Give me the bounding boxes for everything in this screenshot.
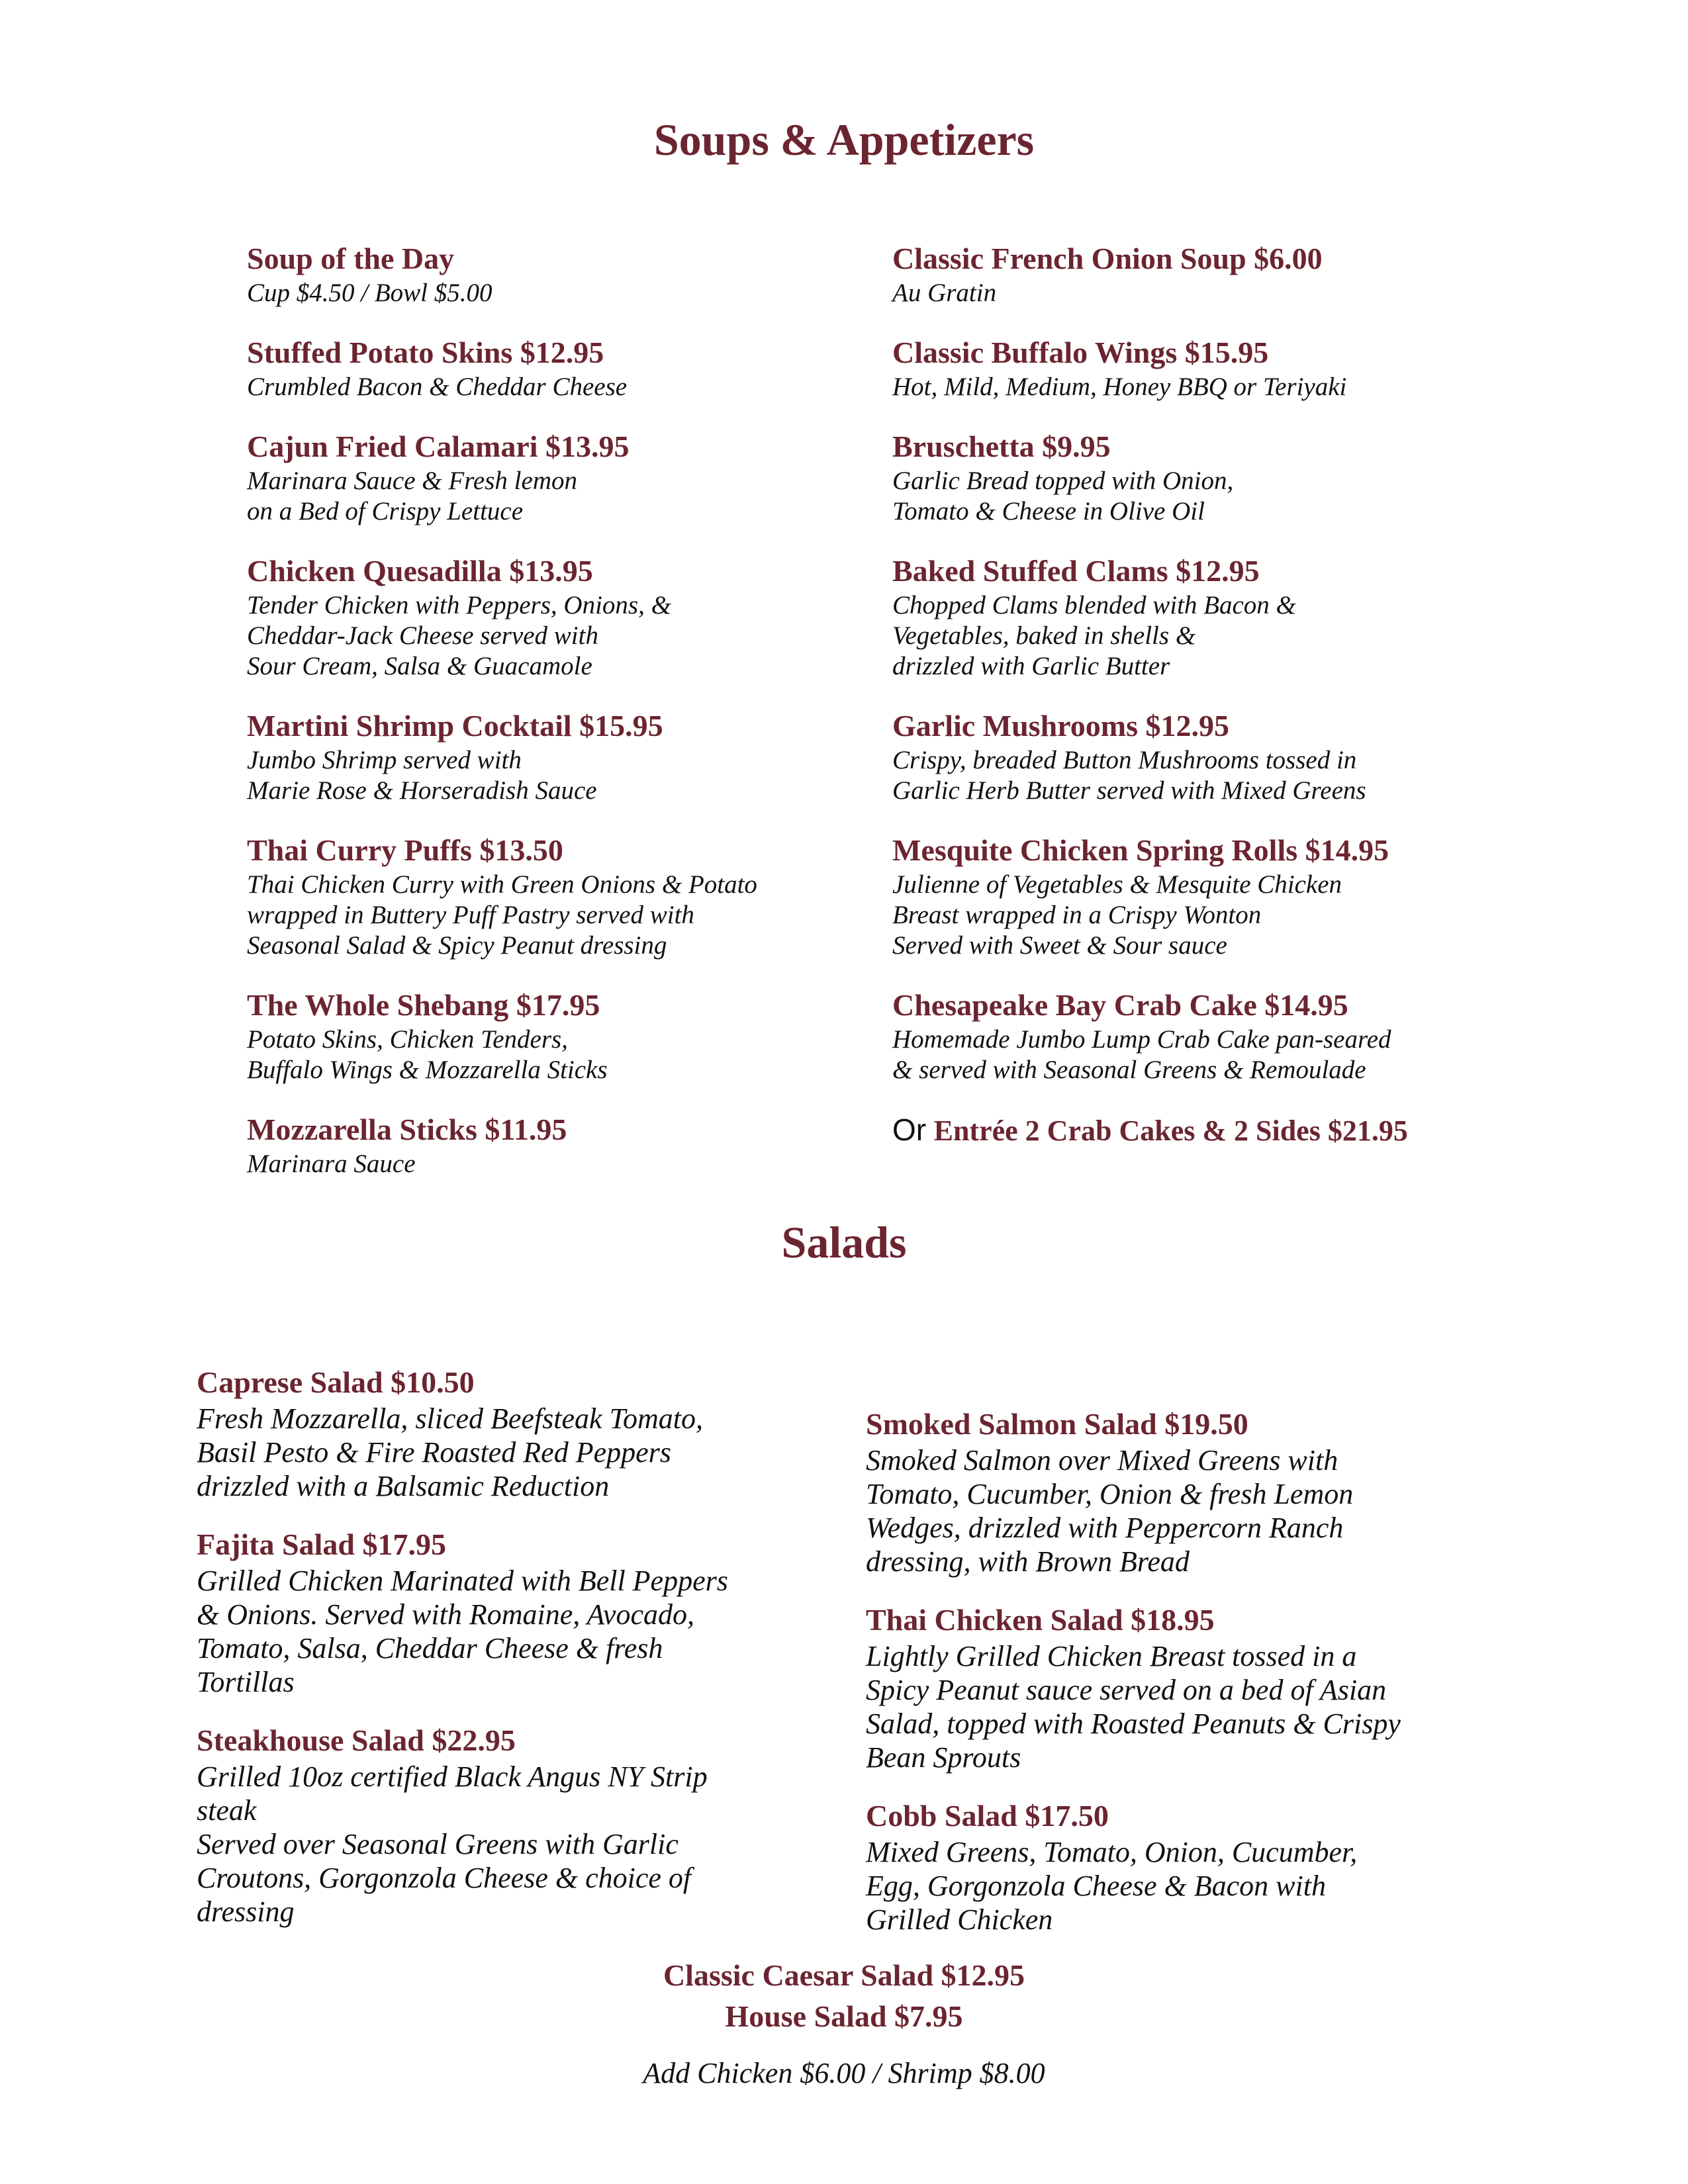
item-description: Jumbo Shrimp served with Marie Rose & Horseradish Sauce [247,746,597,805]
menu-item [247,552,843,682]
menu-item [892,552,1554,682]
item-title: Baked Stuffed Clams $12.95 [892,554,1260,588]
item-title: Stuffed Potato Skins $12.95 [247,336,604,369]
item-title: Cajun Fried Calamari $13.95 [247,430,630,463]
or-word: Or [892,1113,927,1147]
item-description: Chopped Clams blended with Bacon & Vegetables, baked in shells & drizzled with Garlic Butter [892,591,1296,680]
item-description: Grilled Chicken Marinated with Bell Peppers & Onions. Served with Romaine, Avocado, Tomato, Salsa, Cheddar Cheese & fresh Tortillas [197,1565,728,1698]
menu-item [892,428,1554,527]
menu-item [197,1525,859,1699]
menu-item [247,707,843,806]
menu-item [247,831,843,961]
item-description: Homemade Jumbo Lump Crab Cake pan-seared & served with Seasonal Greens & Remoulade [892,1025,1391,1084]
item-title: Chicken Quesadilla $13.95 [247,554,593,588]
appetizers-left-column [247,240,843,1205]
item-description: Cup $4.50 / Bowl $5.00 [247,279,492,307]
menu-item [892,831,1554,961]
menu-item [892,707,1554,806]
menu-item [247,986,843,1085]
house-salad-item: House Salad $7.95 [725,1999,963,2033]
appetizers-heading: Soups & Appetizers [653,114,1035,165]
item-title: Bruschetta $9.95 [892,430,1111,463]
item-description: Crispy, breaded Button Mushrooms tossed in Garlic Herb Butter served with Mixed Greens [892,746,1366,805]
item-description: Grilled 10oz certified Black Angus NY Strip steak Served over Seasonal Greens with Garlic Croutons, Gorgonzola Cheese & choice of dressing [197,1760,708,1928]
item-description: Julienne of Vegetables & Mesquite Chicken Breast wrapped in a Crispy Wonton Served with Sweet & Sour sauce [892,870,1342,960]
menu-item [866,1797,1528,1936]
item-title: Martini Shrimp Cocktail $15.95 [247,709,663,743]
item-title: Caprese Salad $10.50 [197,1365,475,1399]
menu-item [892,240,1554,308]
item-description: Crumbled Bacon & Cheddar Cheese [247,373,628,401]
item-description: Garlic Bread topped with Onion, Tomato & Cheese in Olive Oil [892,467,1234,525]
item-title: Soup of the Day [247,242,455,275]
item-description: Lightly Grilled Chicken Breast tossed in a Spicy Peanut sauce served on a bed of Asian Salad, topped with Roasted Peanuts & Crispy Bean Sprouts [866,1640,1401,1774]
item-description: Marinara Sauce [247,1150,416,1178]
salads-left-column [197,1363,859,1951]
salad-addon-note: Add Chicken $6.00 / Shrimp $8.00 [643,2057,1045,2089]
item-description: Potato Skins, Chicken Tenders, Buffalo Wings & Mozzarella Sticks [247,1025,608,1084]
menu-item [866,1601,1528,1774]
menu-item [892,334,1554,402]
item-title: Cobb Salad $17.50 [866,1799,1109,1833]
item-title: Garlic Mushrooms $12.95 [892,709,1229,743]
menu-item [247,240,843,308]
item-description: Au Gratin [892,279,997,307]
item-description: Smoked Salmon over Mixed Greens with Tomato, Cucumber, Onion & fresh Lemon Wedges, drizzled with Peppercorn Ranch dressing, with Brown Bread [866,1444,1354,1578]
menu-item [247,334,843,402]
item-description: Thai Chicken Curry with Green Onions & Potato wrapped in Buttery Puff Pastry served with Seasonal Salad & Spicy Peanut dressing [247,870,757,960]
appetizers-right-column [892,240,1554,1150]
entree-option-title: Entrée 2 Crab Cakes & 2 Sides $21.95 [933,1115,1408,1147]
menu-item [197,1721,859,1929]
caesar-salad-item: Classic Caesar Salad $12.95 [663,1958,1025,1992]
item-title: Smoked Salmon Salad $19.50 [866,1407,1248,1441]
item-title: Thai Chicken Salad $18.95 [866,1603,1215,1637]
item-title: Thai Curry Puffs $13.50 [247,833,563,867]
item-title: Classic French Onion Soup $6.00 [892,242,1323,275]
item-title: Mesquite Chicken Spring Rolls $14.95 [892,833,1389,867]
menu-item [866,1405,1528,1578]
item-description: Hot, Mild, Medium, Honey BBQ or Teriyaki [892,373,1347,401]
menu-item [892,986,1554,1085]
salads-right-column [866,1405,1528,1959]
item-title: Mozzarella Sticks $11.95 [247,1113,567,1146]
menu-item [197,1363,859,1503]
item-title: The Whole Shebang $17.95 [247,988,600,1022]
item-title: Chesapeake Bay Crab Cake $14.95 [892,988,1348,1022]
item-title: Steakhouse Salad $22.95 [197,1723,516,1757]
item-description: Fresh Mozzarella, sliced Beefsteak Tomato, Basil Pesto & Fire Roasted Red Peppers drizzled with a Balsamic Reduction [197,1402,704,1502]
item-title: Fajita Salad $17.95 [197,1527,446,1561]
menu-item [247,1111,843,1179]
crab-cake-entree-option [892,1111,1554,1150]
item-description: Mixed Greens, Tomato, Onion, Cucumber, Egg, Gorgonzola Cheese & Bacon with Grilled Chicken [866,1836,1358,1936]
item-title: Classic Buffalo Wings $15.95 [892,336,1269,369]
item-description: Tender Chicken with Peppers, Onions, & Cheddar-Jack Cheese served with Sour Cream, Salsa & Guacamole [247,591,671,680]
menu-item [247,428,843,527]
item-description: Marinara Sauce & Fresh lemon on a Bed of Crispy Lettuce [247,467,577,525]
salads-heading: Salads [781,1217,907,1267]
